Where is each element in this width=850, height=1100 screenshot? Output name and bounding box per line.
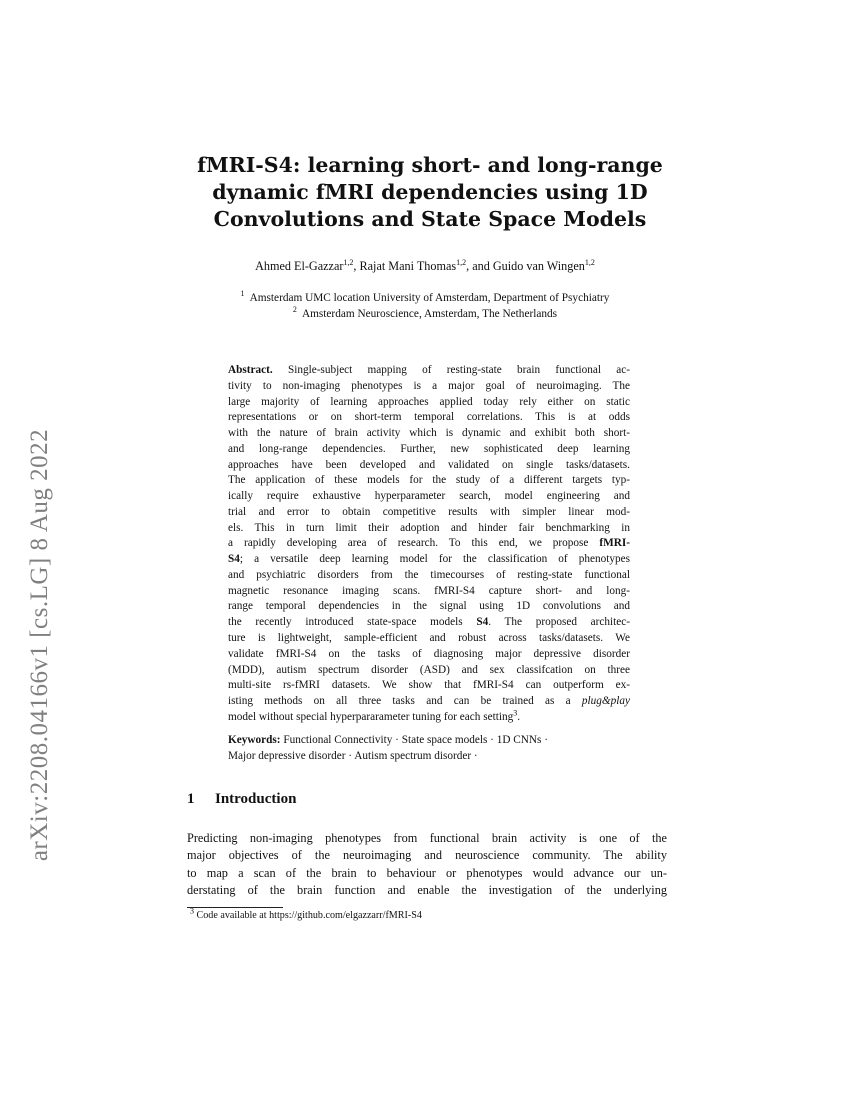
section-number: 1 bbox=[187, 791, 195, 807]
abstract bbox=[228, 363, 630, 726]
author-name: , Rajat Mani Thomas bbox=[353, 259, 457, 273]
section-title: Introduction bbox=[215, 791, 297, 807]
abstract-line: (MDD), autism spectrum disorder (ASD) and sex classifcation on three bbox=[228, 663, 630, 676]
footnote bbox=[190, 906, 422, 921]
affiliation-text: Amsterdam UMC location University of Amsterdam, Department of Psychiatry bbox=[249, 292, 610, 304]
affiliations bbox=[150, 290, 700, 322]
abstract-line: Abstract. Single-subject mapping of resting-state brain functional ac- bbox=[228, 364, 630, 376]
abstract-line: with the nature of brain activity which is dynamic and exhibit both short- bbox=[228, 427, 630, 440]
paragraph-line: major objectives of the neuroimaging and neuroscience community. The ability bbox=[187, 848, 667, 863]
footnote-rule bbox=[187, 907, 283, 908]
abstract-line: and psychiatric disorders from the timecourses of resting-state functional bbox=[228, 568, 630, 581]
abstract-line: approaches have been developed and validated on single tasks/datasets. bbox=[228, 458, 630, 471]
affiliation-line bbox=[150, 290, 700, 306]
title-line: Convolutions and State Space Models bbox=[213, 207, 647, 231]
affiliation-text: Amsterdam Neuroscience, Amsterdam, The Netherlands bbox=[301, 308, 558, 320]
abstract-line: S4; a versatile deep learning model for the classification of phenotypes bbox=[228, 553, 630, 566]
footnote-marker: 3 bbox=[190, 906, 194, 916]
paper-title bbox=[190, 152, 670, 233]
abstract-line: the recently introduced state-space models S4. The proposed architec- bbox=[228, 616, 630, 629]
keywords bbox=[228, 733, 630, 765]
intro-paragraph bbox=[187, 830, 667, 900]
abstract-line: els. This in turn limit their adoption and hinder fair benchmarking in bbox=[228, 521, 630, 534]
abstract-line: The application of these models for the study of a different targets typ- bbox=[228, 474, 630, 487]
title-line: dynamic fMRI dependencies using 1D bbox=[212, 180, 648, 204]
abstract-line: ically require exhaustive hyperparameter search, model engineering and bbox=[228, 490, 630, 503]
abstract-label: Abstract. bbox=[228, 364, 273, 376]
paragraph-line: Predicting non-imaging phenotypes from functional brain activity is one of the bbox=[187, 831, 667, 845]
author-list bbox=[150, 259, 700, 274]
affiliation-line bbox=[150, 306, 700, 322]
keywords-label: Keywords: bbox=[228, 734, 281, 746]
paragraph-line: derstating of the brain function and enable the investigation of the underlying bbox=[187, 883, 667, 898]
abstract-line: range temporal dependencies in the signal using 1D convolutions and bbox=[228, 600, 630, 613]
abstract-line: model without special hyperpararameter tuning for each setting$^3$. bbox=[228, 708, 521, 723]
section-heading bbox=[187, 791, 296, 808]
author-affiliation-marker: 1,2 bbox=[343, 257, 354, 267]
paragraph-line: to map a scan of the brain to behaviour or phenotypes would advance our un- bbox=[187, 865, 667, 880]
abstract-line: ture is lightweight, sample-efficient and robust across tasks/datasets. We bbox=[228, 632, 630, 645]
footnote-text: Code available at https://github.com/elgazzarr/fMRI-S4 bbox=[196, 910, 422, 921]
author-affiliation-marker: 1,2 bbox=[584, 257, 595, 267]
abstract-line: and long-range dependencies. Further, new sophisticated deep learning bbox=[228, 442, 630, 455]
author-affiliation-marker: 1,2 bbox=[456, 257, 467, 267]
affiliation-marker: 2 bbox=[292, 305, 297, 315]
abstract-line: trial and error to obtain competitive results with simpler linear mod- bbox=[228, 505, 630, 518]
abstract-line: a rapidly developing area of research. To this end, we propose fMRI- bbox=[228, 537, 630, 550]
abstract-line: representations or on short-term temporal correlations. This is at odds bbox=[228, 411, 630, 424]
abstract-line: magnetic resonance imaging scans. fMRI-S4 capture short- and long- bbox=[228, 584, 630, 597]
author-name: , and Guido van Wingen bbox=[466, 259, 585, 273]
model-name: S4 bbox=[228, 553, 240, 566]
footnote-marker: 3 bbox=[513, 708, 518, 718]
arxiv-identifier-stamp: arXiv:2208.04166v1 [cs.LG] 8 Aug 2022 bbox=[26, 428, 53, 862]
keywords-line: Keywords: Functional Connectivity · State space models · 1D CNNs · bbox=[228, 734, 548, 746]
abstract-line: isting methods on all three tasks and can be trained as a plug&play bbox=[228, 695, 630, 708]
emphasis: plug&play bbox=[581, 695, 630, 708]
model-name: S4 bbox=[476, 616, 489, 629]
abstract-line: multi-site rs-fMRI datasets. We show that fMRI-S4 can outperform ex- bbox=[228, 679, 630, 692]
abstract-line: validate fMRI-S4 on the tasks of diagnosing major depressive disorder bbox=[228, 647, 630, 660]
author-name: Ahmed El-Gazzar bbox=[255, 259, 344, 273]
abstract-line: large majority of learning approaches applied today rely either on static bbox=[228, 395, 630, 408]
affiliation-marker: 1 bbox=[240, 289, 245, 299]
model-name: fMRI- bbox=[599, 537, 630, 550]
keywords-line: Major depressive disorder · Autism spectrum disorder · bbox=[228, 749, 478, 762]
title-line: fMRI-S4: learning short- and long-range bbox=[197, 153, 663, 177]
abstract-line: tivity to non-imaging phenotypes is a major goal of neuroimaging. The bbox=[228, 379, 630, 392]
